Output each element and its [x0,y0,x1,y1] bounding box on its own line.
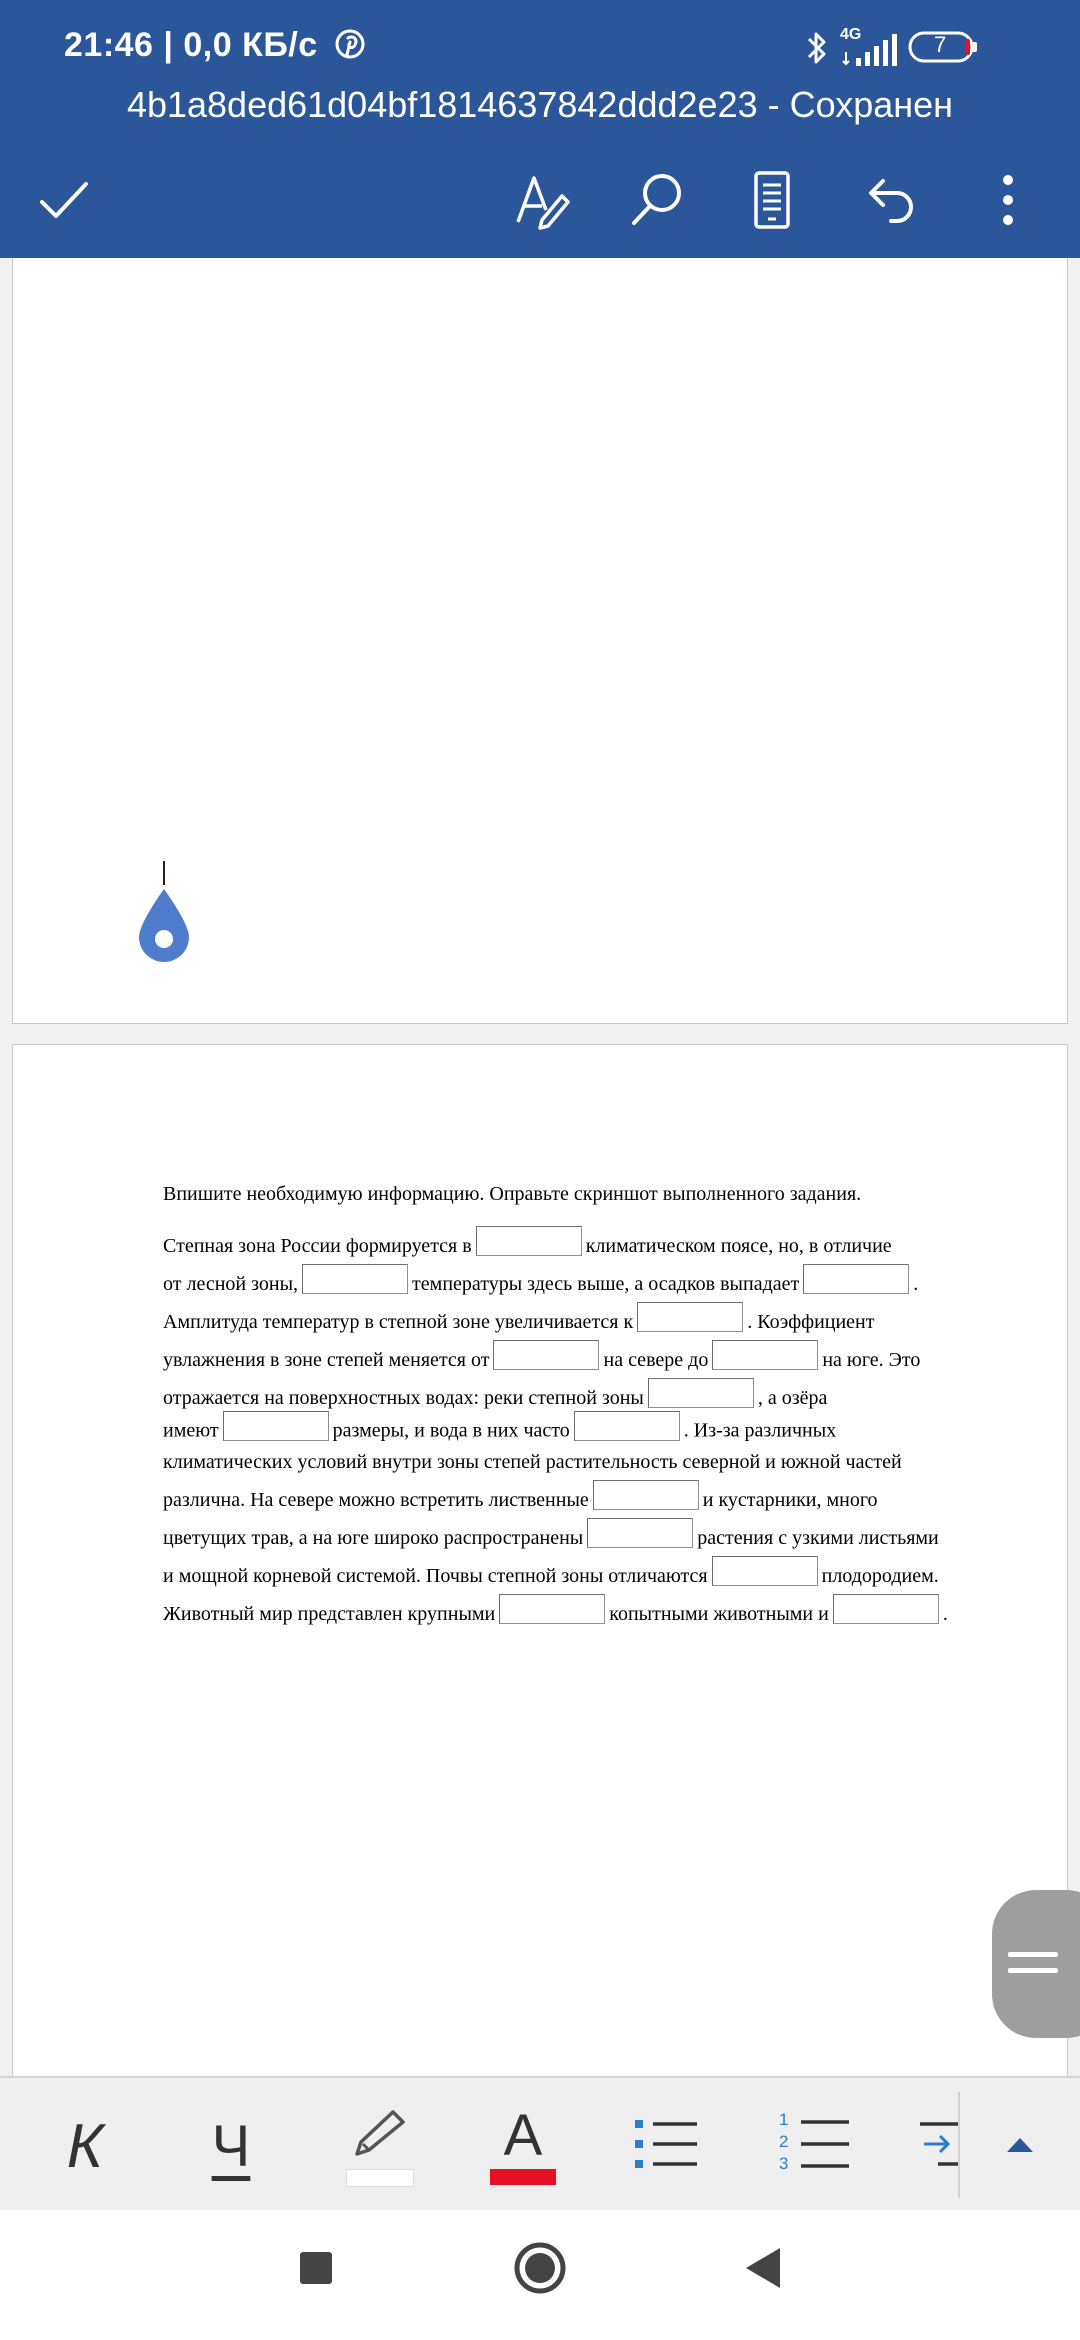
document-page-2[interactable] [12,1044,1068,2076]
italic-button[interactable] [40,2096,130,2196]
pinterest-icon [334,28,366,69]
scroll-handle[interactable] [992,1890,1080,2038]
text-format-button[interactable] [500,160,584,244]
document-body[interactable] [163,1175,1008,1633]
status-time-text: 21:46 | 0,0 КБ/с [64,26,318,64]
list-number: 2 [779,2132,789,2151]
document-line [163,1481,1008,1519]
document-text: и кустарники, много [702,1489,878,1511]
cursor-handle[interactable] [137,887,191,970]
mobile-view-button[interactable] [730,160,814,244]
document-text: от лесной зоны, [163,1273,299,1295]
document-text: Степная зона России формируется в [163,1235,472,1257]
document-line [163,1227,1008,1265]
more-options-button[interactable] [966,160,1050,244]
format-toolbar [0,2076,1080,2210]
bluetooth-icon [804,28,830,73]
status-icons [804,28,1024,70]
italic-label: К [66,2111,104,2181]
document-text: . Из-за различных [683,1419,837,1442]
answer-blank-field[interactable] [476,1226,582,1256]
document-text: цветущих трав, а на юге широко распространены [163,1527,584,1549]
document-line [163,1595,1008,1633]
numbered-list-icon [779,2110,851,2178]
document-text: размеры, и вода в них часто [332,1419,570,1442]
search-icon [628,171,686,234]
recents-icon [290,2281,340,2298]
app-header [0,0,1080,258]
document-page-1[interactable] [12,258,1068,1024]
bulleted-list-icon [633,2114,699,2179]
font-color-label: А [503,2103,543,2168]
indent-icon [918,2114,958,2179]
answer-blank-field[interactable] [712,1340,818,1370]
document-text: . Коэффициент [747,1311,875,1333]
list-number: 3 [779,2154,789,2173]
answer-blank-field[interactable] [648,1378,754,1408]
underline-label: Ч [211,2113,251,2179]
document-text: увлажнения в зоне степей меняется от [163,1349,490,1371]
document-line [163,1175,1008,1213]
underline-button[interactable] [186,2096,276,2196]
answer-blank-field[interactable] [833,1594,939,1624]
answer-blank-field[interactable] [302,1264,408,1294]
text-cursor [163,861,165,885]
answer-blank-field[interactable] [223,1411,329,1441]
document-text: . [913,1273,919,1295]
font-color-button[interactable] [478,2096,568,2196]
undo-icon [861,171,919,234]
battery-level: 7 [934,32,947,57]
answer-blank-field[interactable] [593,1480,699,1510]
document-line [163,1519,1008,1557]
document-text: . [942,1603,948,1625]
document-text: Впишите необходимую информацию. Оправьте скриншот выполненного задания. [163,1183,862,1205]
answer-blank-field[interactable] [637,1302,743,1332]
bulleted-list-button[interactable] [626,2096,706,2196]
answer-blank-field[interactable] [493,1340,599,1370]
document-title: 4b1a8ded61d04bf1814637842ddd2e23 - Сохранен [126,84,954,125]
recents-button[interactable] [290,2240,340,2299]
highlight-color-swatch [346,2169,414,2187]
chevron-up-icon [1005,2134,1035,2159]
document-text: растения с узкими листьями [697,1527,939,1549]
numbered-list-button[interactable] [770,2096,860,2196]
answer-blank-field[interactable] [712,1556,818,1586]
done-button[interactable] [22,160,106,244]
document-line [163,1417,1008,1443]
document-text: на юге. Это [822,1349,921,1371]
document-text: различна. На севере можно встретить лиственные [163,1489,589,1511]
expand-toolbar-button[interactable] [990,2096,1050,2196]
document-line [163,1443,1008,1481]
home-icon [512,2283,568,2300]
answer-blank-field[interactable] [574,1411,680,1441]
document-canvas[interactable] [0,258,1080,2076]
network-type: 4G [840,26,862,43]
highlighter-icon [345,2106,415,2167]
answer-blank-field[interactable] [587,1518,693,1548]
document-text: , а озёра [757,1387,828,1409]
document-line [163,1303,1008,1341]
toolbar-divider [958,2092,960,2198]
check-icon [36,172,92,233]
answer-blank-field[interactable] [499,1594,605,1624]
document-line [163,1341,1008,1379]
document-text: Животный мир представлен крупными [163,1603,496,1625]
document-text: климатических условий внутри зоны степей растительность северной и южной частей [163,1451,902,1473]
document-text: отражается на поверхностных водах: реки степной зоны [163,1387,644,1409]
undo-button[interactable] [848,160,932,244]
answer-blank-field[interactable] [803,1264,909,1294]
font-color-swatch [490,2169,556,2185]
status-time [64,26,366,69]
document-text: имеют [163,1419,219,1442]
system-nav-bar [0,2210,1080,2340]
mobile-view-icon [750,170,794,235]
document-line [163,1557,1008,1595]
back-button[interactable] [738,2240,788,2301]
highlight-button[interactable] [330,2096,430,2196]
document-text: и мощной корневой системой. Почвы степной зоны отличаются [163,1565,708,1587]
search-button[interactable] [615,160,699,244]
document-text: плодородием. [821,1565,939,1587]
document-text: Амплитуда температур в степной зоне увеличивается к [163,1311,634,1333]
signal-icon [840,28,900,73]
document-text: на севере до [603,1349,709,1371]
document-text: климатическом поясе, но, в отличие [585,1235,892,1257]
indent-button[interactable] [918,2096,958,2196]
text-edit-icon [512,170,572,235]
more-icon [998,172,1018,233]
document-line [163,1265,1008,1303]
list-number: 1 [779,2110,789,2129]
back-icon [738,2283,788,2300]
document-text: копытными животными и [609,1603,829,1625]
home-button[interactable] [512,2240,568,2301]
document-text: температуры здесь выше, а осадков выпадает [412,1273,800,1295]
